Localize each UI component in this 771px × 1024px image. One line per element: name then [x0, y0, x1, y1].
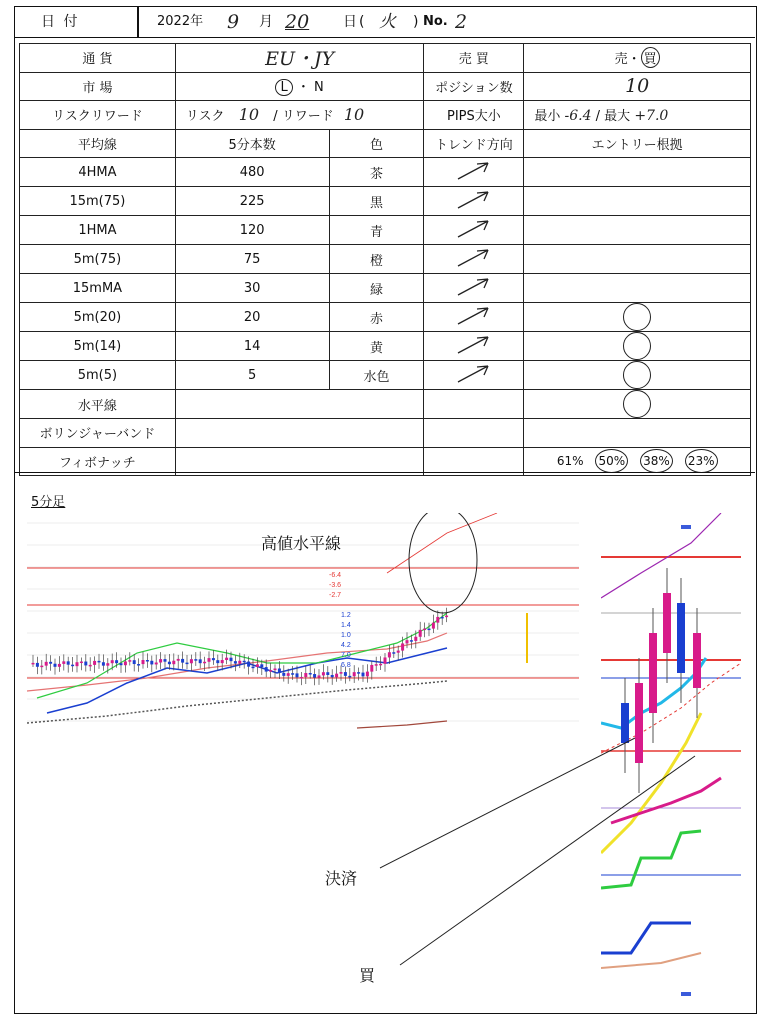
- extra-entry: [524, 390, 751, 419]
- candle-body: [190, 659, 193, 663]
- candle-body: [309, 673, 312, 675]
- market-l-circled: L: [275, 79, 292, 96]
- entry-cell: [524, 158, 751, 187]
- ma-color: 橙: [329, 245, 424, 274]
- candle-body: [142, 660, 145, 664]
- candle-body: [441, 617, 444, 619]
- weekday-close: ): [413, 14, 419, 30]
- candle-body: [274, 669, 277, 671]
- extra-name: フィボナッチ: [20, 447, 176, 476]
- zoom-blue-tick-bottom: [681, 992, 691, 996]
- rr-label: リスクリワード: [20, 101, 176, 130]
- extra-entry: [524, 419, 751, 448]
- candle-body: [71, 665, 74, 667]
- ma-color: 赤: [329, 303, 424, 332]
- candle-body: [238, 661, 241, 664]
- date-label: 日 付: [41, 14, 80, 30]
- candle-body: [278, 669, 281, 673]
- ma-color: 茶: [329, 158, 424, 187]
- ma-bars: 120: [175, 216, 329, 245]
- candle-body: [287, 673, 290, 676]
- chart-pip-label: 4.2: [341, 642, 351, 649]
- candle-body: [445, 616, 448, 618]
- candle-body: [120, 663, 123, 665]
- extra-name: 水平線: [20, 390, 176, 419]
- candle-body: [392, 652, 395, 654]
- extra-trend: [424, 419, 524, 448]
- candle-body: [115, 660, 118, 663]
- chart-pip-label: 7.0: [341, 652, 351, 659]
- candle-body: [128, 660, 131, 662]
- ma-color: 黄: [329, 332, 424, 361]
- candle-body: [146, 660, 149, 662]
- entry-cell: [524, 303, 751, 332]
- row-col-headers: [20, 129, 751, 158]
- trend-arrow-icon: [424, 274, 524, 303]
- extra-row: [20, 390, 751, 419]
- candle-body: [36, 663, 39, 667]
- ma-bars: 75: [175, 245, 329, 274]
- candle-body: [106, 663, 109, 665]
- candle-body: [243, 661, 246, 663]
- candle-body: [260, 664, 263, 667]
- market-label: 市 場: [20, 72, 176, 101]
- candle-body: [331, 675, 334, 677]
- zoom-candle-body: [677, 603, 685, 673]
- candle-body: [406, 640, 409, 643]
- zoom-candle-body: [635, 683, 643, 763]
- risk-value: 10: [238, 105, 260, 125]
- ma-bars: 14: [175, 332, 329, 361]
- ma-row: [20, 187, 751, 216]
- entry-cell: [524, 332, 751, 361]
- candle-body: [414, 637, 417, 641]
- risk-label: リスク: [185, 109, 225, 125]
- settle-pointer: [380, 738, 635, 868]
- ma-name: 4HMA: [20, 158, 176, 187]
- ma-name: 5m(14): [20, 332, 176, 361]
- buy-label: 買: [359, 966, 376, 985]
- candle-body: [84, 662, 87, 666]
- candle-body: [93, 661, 96, 665]
- min-value: -6.4: [564, 108, 592, 125]
- entry-circle-icon: [623, 361, 651, 389]
- entry-cell: [524, 187, 751, 216]
- ma-name: 5m(20): [20, 303, 176, 332]
- candle-body: [150, 661, 153, 665]
- fib-level: 61%: [556, 454, 584, 469]
- ma-rows: [20, 158, 751, 390]
- candle-body: [362, 673, 365, 677]
- ma-color: 黒: [329, 187, 424, 216]
- chart-pip-label: 1.0: [341, 632, 351, 639]
- candle-body: [225, 658, 228, 660]
- candle-body: [348, 676, 351, 678]
- candle-body: [111, 660, 114, 663]
- chart-section: [15, 472, 755, 1013]
- month-unit: 月: [259, 14, 273, 30]
- candle-body: [428, 629, 431, 631]
- candle-body: [45, 662, 48, 666]
- candle-body: [133, 660, 136, 664]
- ma-name: 1HMA: [20, 216, 176, 245]
- candle-body: [67, 661, 70, 664]
- candle-body: [177, 659, 180, 661]
- fib-level: 50%: [595, 449, 628, 473]
- zoom-chart: [601, 513, 741, 1001]
- ma-row: [20, 303, 751, 332]
- candle-body: [423, 629, 426, 631]
- ma-row: [20, 274, 751, 303]
- pips-label: PIPS大小: [424, 101, 524, 130]
- candle-body: [291, 673, 294, 675]
- trade-sell: 売・: [614, 52, 641, 68]
- min-label: 最小: [534, 109, 561, 125]
- candle-body: [159, 659, 162, 662]
- high-line-annotation: 高値水平線: [261, 536, 342, 553]
- no-label: No.: [423, 14, 448, 29]
- candle-body: [344, 672, 347, 676]
- candle-body: [137, 664, 140, 666]
- candle-body: [208, 658, 211, 662]
- chart-pip-label: -6.4: [329, 572, 342, 579]
- candle-body: [375, 664, 378, 666]
- position-value: 10: [524, 72, 751, 101]
- candle-body: [419, 630, 422, 637]
- candle-body: [296, 673, 299, 677]
- col-header-entry: エントリー根拠: [524, 129, 751, 158]
- trade-value: [524, 44, 751, 73]
- ma-bars: 225: [175, 187, 329, 216]
- weekday-open: (: [359, 14, 365, 30]
- extra-rows: [20, 390, 751, 476]
- entry-cell: [524, 361, 751, 390]
- rr-value: [175, 101, 424, 130]
- entry-cell: [524, 216, 751, 245]
- trend-arrow-icon: [424, 303, 524, 332]
- reward-value: 10: [343, 105, 365, 125]
- candle-body: [124, 661, 127, 665]
- ma-row: [20, 361, 751, 390]
- extra-blank: [175, 419, 424, 448]
- ma-bars: 5: [175, 361, 329, 390]
- col-header-ma: 平均線: [20, 129, 176, 158]
- chart-pip-label: -2.7: [329, 592, 342, 599]
- candle-body: [49, 662, 52, 664]
- ma-name: 15mMA: [20, 274, 176, 303]
- max-label: 最大: [604, 109, 631, 125]
- candle-body: [40, 666, 43, 668]
- candle-body: [102, 662, 105, 665]
- entry-circle-icon: [623, 332, 651, 360]
- col-header-trend: トレンド方向: [424, 129, 524, 158]
- ma-bars: 480: [175, 158, 329, 187]
- day-value: 20: [285, 11, 310, 33]
- ma-row: [20, 245, 751, 274]
- candle-body: [313, 674, 316, 678]
- col-header-bars: 5分本数: [175, 129, 329, 158]
- candle-body: [410, 640, 413, 642]
- pips-sep: /: [595, 109, 601, 125]
- candle-body: [379, 664, 382, 666]
- candle-body: [76, 662, 79, 666]
- candle-body: [230, 658, 233, 661]
- col-header-color: 色: [329, 129, 424, 158]
- ma-color: 水色: [329, 361, 424, 390]
- candle-body: [300, 677, 303, 679]
- candle-body: [186, 663, 189, 665]
- row-currency: [20, 44, 751, 73]
- chart-pip-label: -3.6: [329, 582, 342, 589]
- candle-body: [234, 661, 237, 663]
- chart-pip-label: 1.4: [341, 622, 351, 629]
- ma-name: 5m(75): [20, 245, 176, 274]
- market-value: [175, 72, 424, 101]
- ma-color: 青: [329, 216, 424, 245]
- entry-circle-icon: [623, 303, 651, 331]
- candle-body: [388, 652, 391, 657]
- candle-body: [340, 672, 343, 674]
- candle-body: [32, 663, 35, 665]
- candle-body: [89, 665, 92, 667]
- candle-body: [304, 673, 307, 677]
- candle-body: [155, 663, 158, 665]
- candle-body: [384, 657, 387, 663]
- candle-body: [335, 674, 338, 678]
- entry-cell: [524, 274, 751, 303]
- trend-arrow-icon: [424, 216, 524, 245]
- section-title: 5分足: [31, 495, 66, 510]
- trend-arrow-icon: [424, 361, 524, 390]
- trend-arrow-icon: [424, 187, 524, 216]
- candle-body: [58, 664, 61, 667]
- ma-row: [20, 158, 751, 187]
- pips-value: [524, 101, 751, 130]
- trend-arrow-icon: [424, 158, 524, 187]
- candle-body: [326, 672, 329, 675]
- candle-body: [62, 661, 65, 664]
- position-label: ポジション数: [424, 72, 524, 101]
- candle-body: [194, 659, 197, 661]
- extra-blank: [175, 390, 424, 419]
- candle-body: [80, 662, 83, 664]
- trend-arrow-icon: [424, 332, 524, 361]
- extra-trend: [424, 390, 524, 419]
- candle-body: [199, 659, 202, 663]
- max-value: +7.0: [634, 108, 669, 125]
- candle-body: [221, 660, 224, 663]
- market-n: N: [314, 80, 324, 96]
- ma-bars: 20: [175, 303, 329, 332]
- fib-level: 23%: [685, 449, 718, 473]
- chart-pip-label: 6.8: [341, 662, 351, 669]
- fib-level: 38%: [640, 449, 673, 473]
- day-unit: 日: [343, 14, 357, 30]
- market-sep: ・: [296, 80, 310, 96]
- candle-body: [164, 659, 167, 662]
- extra-name: ボリンジャーバンド: [20, 419, 176, 448]
- candle-body: [265, 667, 268, 671]
- reward-label: / リワード: [273, 109, 334, 125]
- ma-color: 緑: [329, 274, 424, 303]
- weekday-value: 火: [379, 12, 396, 32]
- trend-arrow-icon: [424, 245, 524, 274]
- zoom-candle-body: [663, 593, 671, 653]
- zoom-blue-tick: [681, 525, 691, 529]
- candle-body: [432, 623, 435, 629]
- trade-buy-circled: 買: [641, 47, 660, 68]
- trade-label: 売 買: [424, 44, 524, 73]
- candle-body: [252, 667, 255, 669]
- candle-body: [269, 670, 272, 672]
- ma-bars: 30: [175, 274, 329, 303]
- trade-table: [19, 43, 751, 476]
- candle-body: [370, 665, 373, 672]
- settle-label: 決済: [325, 869, 358, 888]
- zoom-candle-body: [693, 633, 701, 688]
- candle-body: [397, 651, 400, 653]
- ma-name: 15m(75): [20, 187, 176, 216]
- candle-body: [256, 664, 259, 667]
- candle-body: [54, 664, 57, 667]
- candle-body: [401, 643, 404, 650]
- candle-body: [168, 662, 171, 664]
- no-value: 2: [455, 11, 468, 33]
- candle-body: [366, 672, 369, 677]
- entry-circle-icon: [623, 390, 651, 418]
- candle-body: [282, 673, 285, 676]
- row-risk-reward: [20, 101, 751, 130]
- candle-body: [322, 672, 325, 675]
- zoom-candle-body: [649, 633, 657, 713]
- header-row: [15, 7, 755, 38]
- entry-cell: [524, 245, 751, 274]
- candle-body: [172, 661, 175, 664]
- candle-body: [353, 672, 356, 676]
- main-chart: [27, 513, 579, 735]
- candle-body: [318, 675, 321, 677]
- ma-row: [20, 332, 751, 361]
- candle-body: [181, 659, 184, 663]
- chart-pip-label: 1.2: [341, 612, 351, 619]
- candle-body: [216, 660, 219, 663]
- zoom-candle-body: [621, 703, 629, 743]
- candle-body: [212, 658, 215, 660]
- trade-record-sheet: [14, 6, 757, 1014]
- year: 2022年: [157, 14, 204, 29]
- month-value: 9: [227, 11, 240, 33]
- ma-row: [20, 216, 751, 245]
- candle-body: [98, 661, 101, 663]
- candle-body: [436, 617, 439, 623]
- ma-name: 5m(5): [20, 361, 176, 390]
- extra-row: [20, 419, 751, 448]
- row-market: [20, 72, 751, 101]
- currency-label: 通 貨: [20, 44, 176, 73]
- candle-body: [357, 672, 360, 674]
- currency-value: EU・JY: [175, 44, 424, 73]
- candle-body: [203, 662, 206, 664]
- candle-body: [247, 662, 250, 667]
